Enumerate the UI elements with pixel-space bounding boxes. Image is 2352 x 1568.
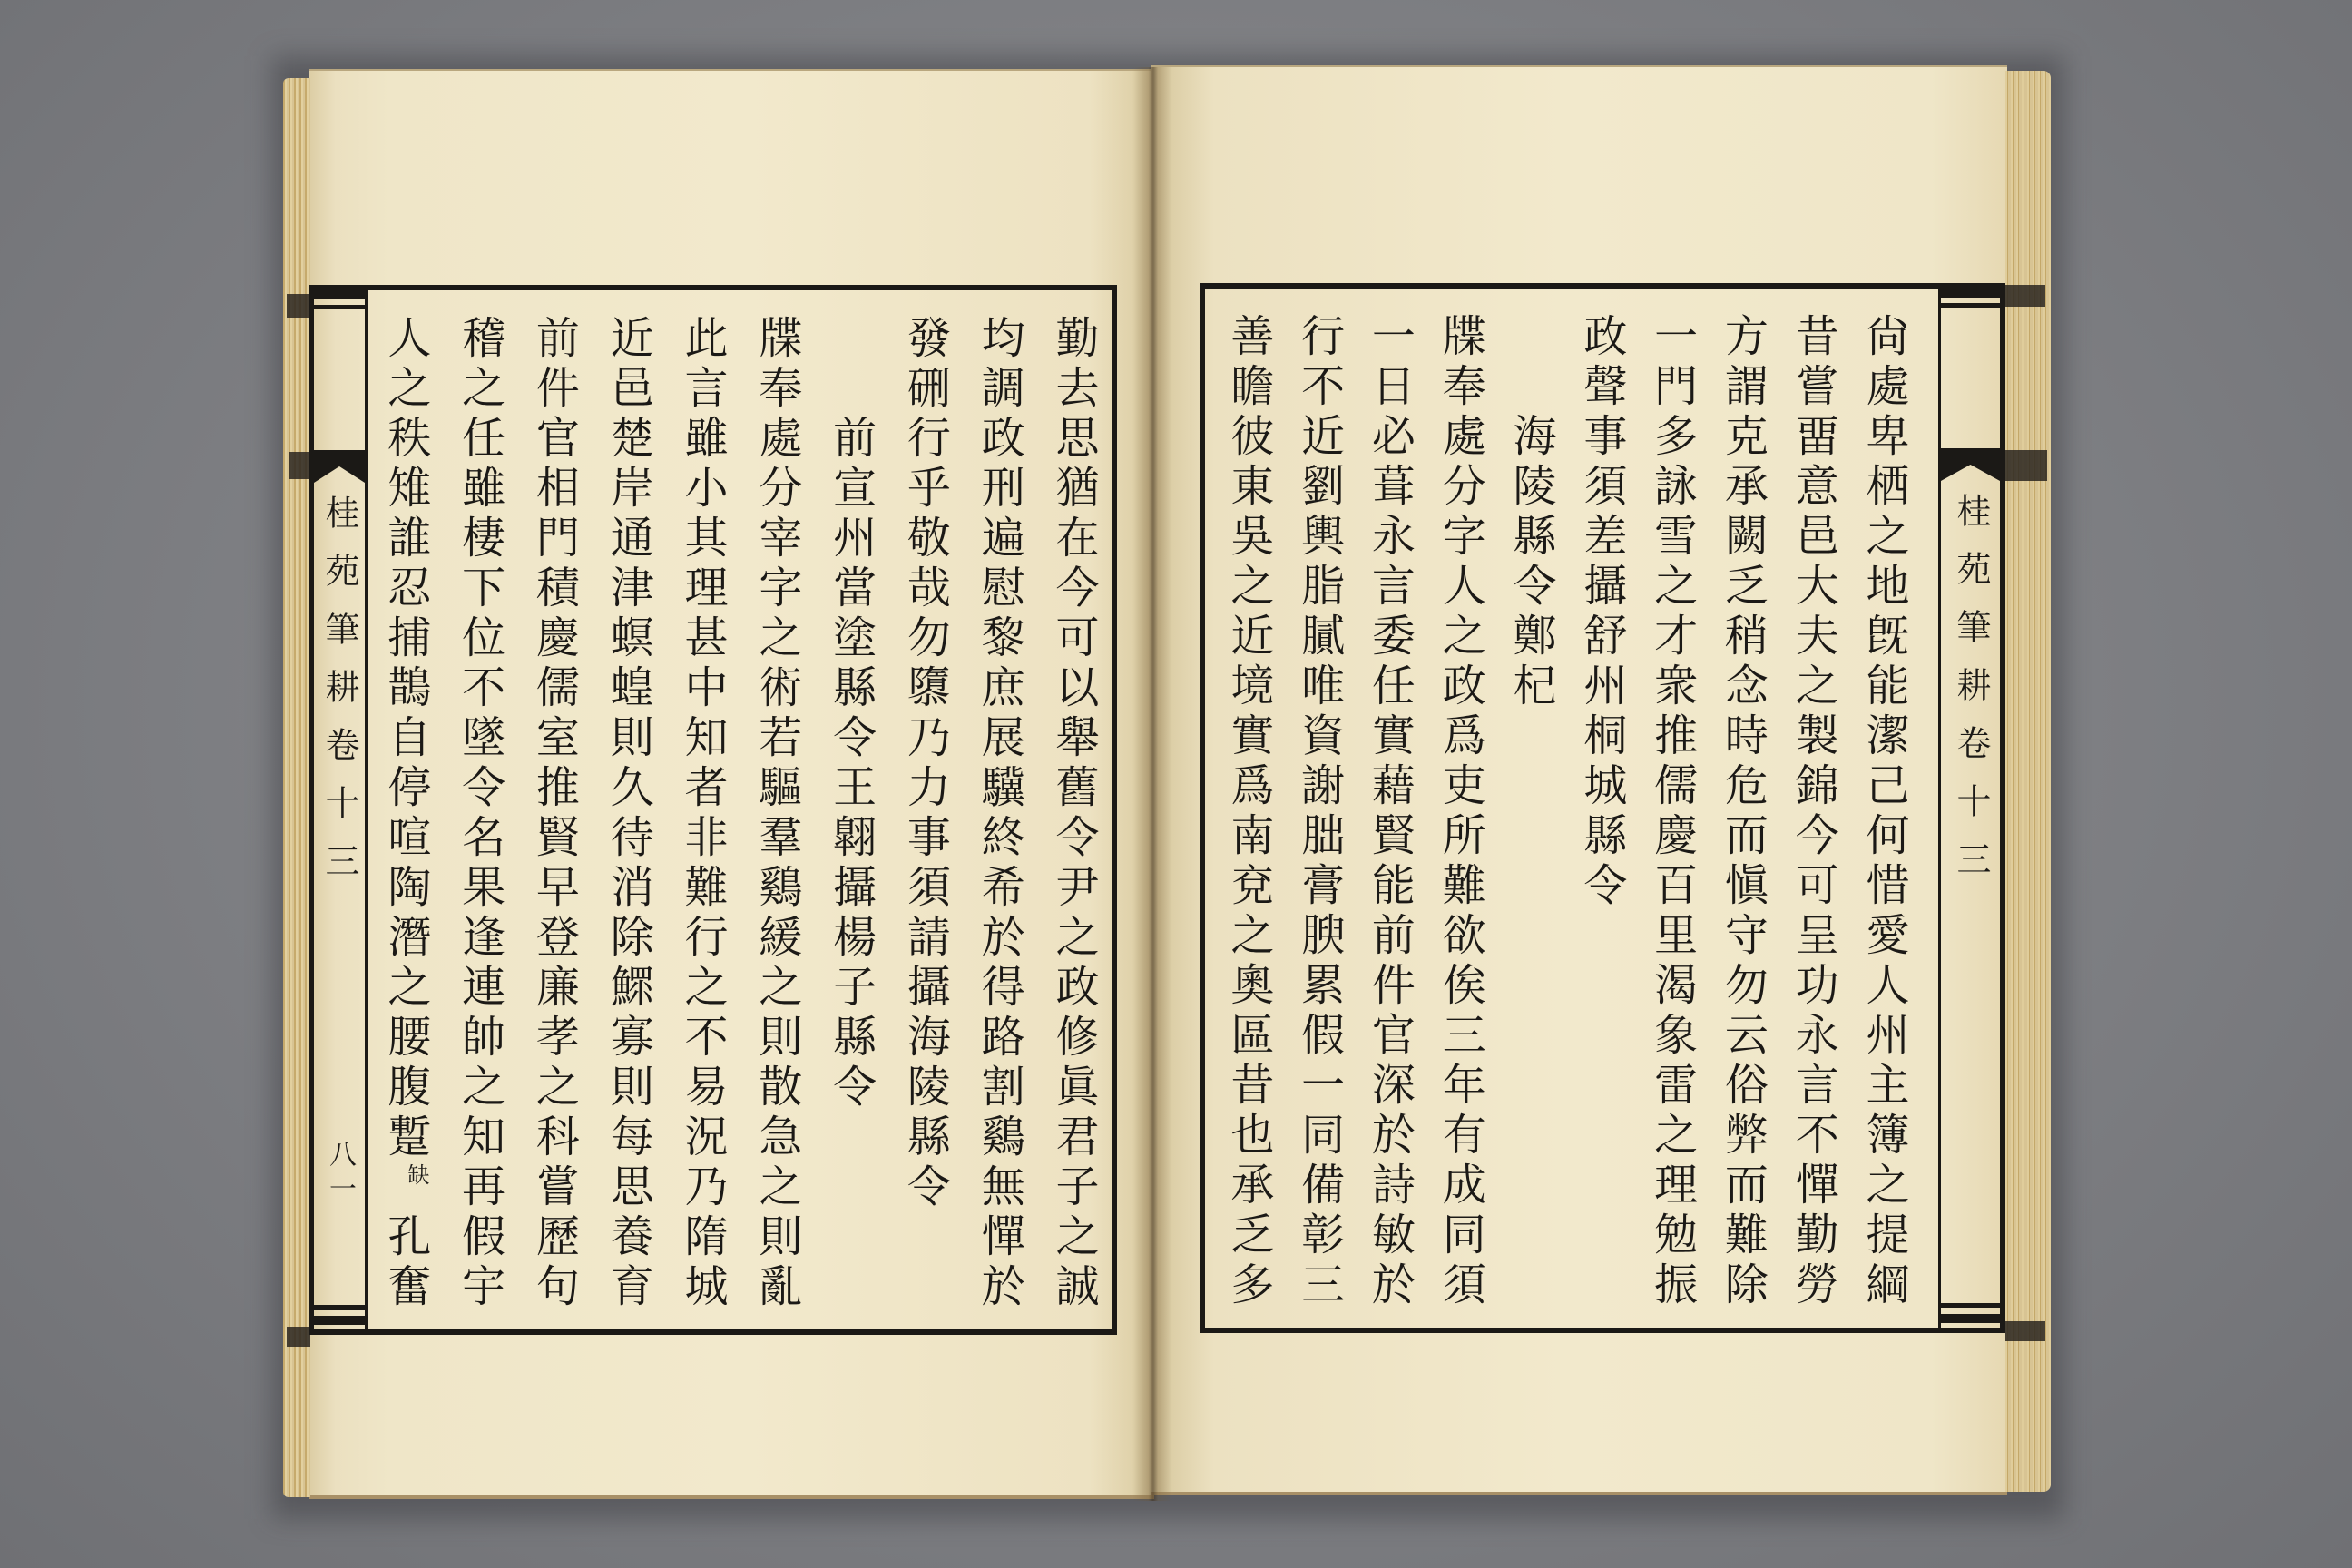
text-column-heading: 前宣州當塗縣令王翺攝楊子縣令 xyxy=(825,415,877,1113)
lacuna-note: 缺 xyxy=(403,1163,429,1213)
black-mouth-bar xyxy=(314,1305,365,1310)
text-column-tail: 孔奮 xyxy=(379,1213,431,1313)
fore-edge-black-mouth-mark xyxy=(287,1327,310,1347)
margin-title: 桂苑筆耕卷十三 xyxy=(319,495,359,901)
left-margin-column xyxy=(314,290,368,1329)
black-mouth-bar xyxy=(1941,1314,2000,1323)
page-number: 八一 xyxy=(324,1140,356,1209)
text-column: 勤去思猶在今可以舉舊令尹之政修眞君子之誠 xyxy=(1048,315,1099,1313)
right-margin-column xyxy=(1938,289,2000,1328)
text-column xyxy=(368,315,442,1313)
fore-edge-black-mouth-mark xyxy=(2005,285,2045,307)
text-column: 一日必葺永言委任實藉賢能前件官深於詩敏於 xyxy=(1364,313,1416,1311)
text-column: 發硎行乎敬哉勿隳乃力事須請攝海陵縣令 xyxy=(899,315,951,1213)
margin-title: 桂苑筆耕卷十三 xyxy=(1951,493,1991,899)
black-mouth-bar xyxy=(314,290,365,299)
text-column: 前件官相門積慶儒室推賢早登廉孝之科嘗歷句 xyxy=(528,315,580,1313)
text-column: 一門多詠雪之才衆推儒慶百里渴象雷之理勉振 xyxy=(1646,313,1698,1311)
text-column: 牒奉處分宰字之術若驅羣鷄緩之則散急之則亂 xyxy=(750,315,802,1313)
text-column: 方謂克承闕乏稍念時危而愼守勿云俗弊而難除 xyxy=(1717,313,1769,1311)
right-page-text xyxy=(1212,313,1918,1311)
text-column-main: 人之秩雉誰忍捕鵲自停喧陶潛之腰腹蹔 xyxy=(379,315,431,1163)
black-mouth-bar xyxy=(1941,289,2000,298)
text-column: 稽之任雖棲下位不墜令名果逢連帥之知再假宇 xyxy=(454,315,505,1313)
text-column-heading: 海陵縣令鄭杞 xyxy=(1505,413,1557,712)
black-mouth-bar xyxy=(314,1316,365,1325)
fore-edge-fish-tail-mark xyxy=(289,452,310,479)
text-column: 均調政刑遍慰黎庶展驥終希於得路割鷄無憚於 xyxy=(974,315,1025,1313)
text-column: 政聲事須差攝舒州桐城縣令 xyxy=(1575,313,1627,912)
text-column: 昔嘗畱意邑大夫之製錦今可呈功永言不憚勤勞 xyxy=(1788,313,1839,1311)
fish-tail-mark xyxy=(1941,448,2000,481)
fish-tail-mark xyxy=(314,450,365,483)
text-column: 尙處卑栖之地旣能潔己何惜愛人州主簿之提綱 xyxy=(1858,313,1909,1311)
text-column: 牒奉處分字人之政爲吏所難欲俟三年有成同須 xyxy=(1435,313,1486,1311)
text-column: 近邑楚岸通津螟蝗則久待消除鰥寡則每思養育 xyxy=(603,315,654,1313)
text-column: 行不近劉輿脂膩唯資謝朏膏腴累假一同備彰三 xyxy=(1293,313,1345,1311)
black-mouth-bar xyxy=(1941,303,2000,308)
left-page-fore-edge xyxy=(283,78,310,1497)
black-mouth-bar xyxy=(314,305,365,309)
black-mouth-bar xyxy=(1941,1303,2000,1308)
right-page-fore-edge xyxy=(2005,71,2051,1492)
gutter-shadow xyxy=(1132,67,1172,1501)
fore-edge-black-mouth-mark xyxy=(2005,1321,2045,1341)
fore-edge-fish-tail-mark xyxy=(2005,450,2047,481)
left-page-text xyxy=(368,315,1110,1313)
text-column: 善瞻彼東吳之近境實爲南兗之奧區昔也承乏多 xyxy=(1222,313,1274,1311)
text-column: 此言雖小其理甚中知者非難行之不易況乃隋城 xyxy=(677,315,729,1313)
fore-edge-black-mouth-mark xyxy=(287,294,310,318)
